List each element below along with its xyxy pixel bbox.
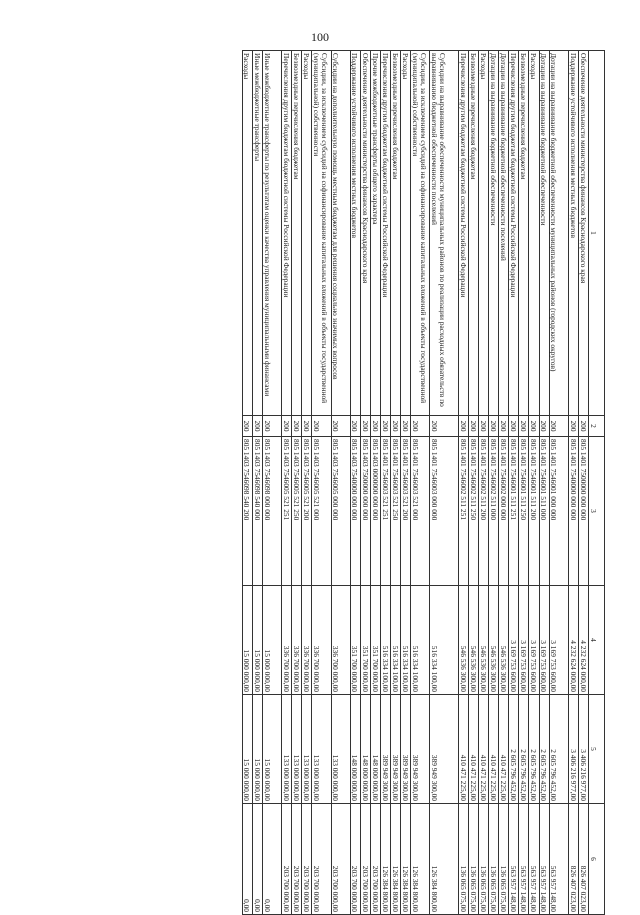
table-row: [252, 51, 262, 915]
row-code-cell: 805 1403 7540000 000 000: [350, 437, 360, 586]
row-name-cell: Перечисления другим бюджетам бюджетной системы Российской Федерации: [282, 51, 292, 416]
row-code-cell: 805 1401 7546003 521 200: [401, 437, 411, 586]
row-value4-cell: 3 169 753 600,00: [529, 586, 539, 695]
header-col-5: 5: [589, 695, 605, 804]
row-value5-cell: 133 000 000,00: [312, 695, 331, 804]
row-code-cell: 805 1401 7546001 511 200: [529, 437, 539, 586]
row-code-cell: 805 1401 7546003 521 250: [391, 437, 401, 586]
row-column2-cell: 200: [529, 416, 539, 437]
row-value5-cell: 3 406 216 977,00: [568, 695, 578, 804]
row-value4-cell: 516 334 100,00: [430, 586, 458, 695]
row-value6-cell: 563 957 148,00: [549, 804, 568, 915]
row-value4-cell: 4 232 624 000,00: [578, 586, 588, 695]
row-code-cell: 805 1401 7546003 521 251: [381, 437, 391, 586]
row-column2-cell: 200: [458, 416, 468, 437]
table-row: [282, 51, 292, 915]
row-name-cell: Иные межбюджетные трансферты по результатам оценки качества управления муниципальными финансами: [262, 51, 281, 416]
row-name-cell: Дотации на выравнивание бюджетной обеспеченности: [489, 51, 499, 416]
row-value5-cell: 133 000 000,00: [282, 695, 292, 804]
table-row: [242, 51, 252, 915]
row-value6-cell: 203 700 000,00: [350, 804, 360, 915]
row-value4-cell: 3 169 753 600,00: [519, 586, 529, 695]
row-value4-cell: 3 169 753 600,00: [509, 586, 519, 695]
row-value4-cell: 546 536 300,00: [489, 586, 499, 695]
row-value6-cell: 0,00: [252, 804, 262, 915]
row-column2-cell: 200: [499, 416, 509, 437]
table-row: [539, 51, 549, 915]
row-column2-cell: 200: [401, 416, 411, 437]
row-code-cell: 805 1403 7546005 521 250: [292, 437, 302, 586]
row-column2-cell: 200: [282, 416, 292, 437]
row-value6-cell: 826 407 023,00: [578, 804, 588, 915]
table-row: [549, 51, 568, 915]
row-name-cell: Безвозмездные перечисления бюджетам: [391, 51, 401, 416]
row-value6-cell: 126 384 800,00: [430, 804, 458, 915]
row-value5-cell: 389 949 300,00: [430, 695, 458, 804]
table-row: [489, 51, 499, 915]
row-name-cell: Безвозмездные перечисления бюджетам: [519, 51, 529, 416]
row-value5-cell: 2 605 796 452,00: [509, 695, 519, 804]
row-name-cell: Расходы: [401, 51, 411, 416]
table-row: [468, 51, 478, 915]
row-name-cell: Субсидии, за исключением субсидий на софинансирование капитальных вложений в объекты государственной (муниципальной) собственности: [312, 51, 331, 416]
row-value6-cell: 126 384 800,00: [401, 804, 411, 915]
row-name-cell: Дотации на выравнивание бюджетной обеспеченности поселений: [499, 51, 509, 416]
row-value5-cell: 3 406 216 977,00: [578, 695, 588, 804]
row-value5-cell: 2 605 796 452,00: [519, 695, 529, 804]
row-code-cell: 805 1401 7546002 511 250: [468, 437, 478, 586]
row-value4-cell: 516 334 100,00: [401, 586, 411, 695]
row-name-cell: Субсидии на выравнивание обеспеченности муниципальных районов по реализации расходных обязательств по выравниванию бюджетной обеспеченности поселений: [430, 51, 458, 416]
header-col-2: 2: [589, 416, 605, 437]
table-row: [499, 51, 509, 915]
row-value6-cell: 136 065 075,00: [489, 804, 499, 915]
row-code-cell: 805 1401 7546001 511 000: [539, 437, 549, 586]
row-name-cell: Прочие межбюджетные трансферты общего характера: [370, 51, 380, 416]
row-name-cell: Перечисления другим бюджетам бюджетной системы Российской Федерации: [381, 51, 391, 416]
table-row: [370, 51, 380, 915]
row-name-cell: Расходы: [242, 51, 252, 416]
row-name-cell: Расходы: [529, 51, 539, 416]
row-value5-cell: 15 000 000,00: [252, 695, 262, 804]
row-column2-cell: 200: [360, 416, 370, 437]
budget-table: [242, 50, 605, 915]
table-row: [578, 51, 588, 915]
table-row: [262, 51, 281, 915]
row-column2-cell: 200: [331, 416, 350, 437]
row-column2-cell: 200: [468, 416, 478, 437]
row-value6-cell: 0,00: [242, 804, 252, 915]
row-name-cell: Дотации на выравнивание бюджетной обеспеченности: [539, 51, 549, 416]
rotated-page-area: [80, 50, 605, 912]
row-value4-cell: 336 700 000,00: [292, 586, 302, 695]
row-name-cell: Обеспечение деятельности министерства финансов Краснодарского края: [578, 51, 588, 416]
row-value5-cell: 15 000 000,00: [242, 695, 252, 804]
row-value4-cell: 546 536 300,00: [458, 586, 468, 695]
row-value4-cell: 351 700 000,00: [370, 586, 380, 695]
table-container: [80, 50, 605, 912]
row-value4-cell: 546 536 300,00: [499, 586, 509, 695]
row-code-cell: 805 1403 7546098 540 200: [242, 437, 252, 586]
row-column2-cell: 200: [568, 416, 578, 437]
row-value6-cell: 126 384 800,00: [381, 804, 391, 915]
row-value4-cell: 516 334 100,00: [391, 586, 401, 695]
row-column2-cell: 200: [370, 416, 380, 437]
row-value6-cell: 203 700 000,00: [302, 804, 312, 915]
row-value4-cell: 15 000 000,00: [262, 586, 281, 695]
row-name-cell: Безвозмездные перечисления бюджетам: [292, 51, 302, 416]
table-row: [411, 51, 430, 915]
row-value4-cell: 15 000 000,00: [252, 586, 262, 695]
row-name-cell: Перечисления другим бюджетам бюджетной системы Российской Федерации: [458, 51, 468, 416]
row-column2-cell: 200: [519, 416, 529, 437]
header-col-6: 6: [589, 804, 605, 915]
row-column2-cell: 200: [489, 416, 499, 437]
table-row: [391, 51, 401, 915]
row-value6-cell: 203 700 000,00: [331, 804, 350, 915]
table-row: [350, 51, 360, 915]
row-column2-cell: 200: [242, 416, 252, 437]
row-column2-cell: 200: [381, 416, 391, 437]
page-number: 100: [311, 30, 329, 44]
row-name-cell: Расходы: [478, 51, 488, 416]
row-value4-cell: 3 169 753 600,00: [539, 586, 549, 695]
row-value4-cell: 336 700 000,00: [282, 586, 292, 695]
row-value5-cell: 148 000 000,00: [350, 695, 360, 804]
row-column2-cell: 200: [262, 416, 281, 437]
row-value4-cell: 336 700 000,00: [302, 586, 312, 695]
row-column2-cell: 200: [539, 416, 549, 437]
row-value4-cell: 546 536 300,00: [468, 586, 478, 695]
table-row: [519, 51, 529, 915]
row-name-cell: Субсидии, за исключением субсидий на софинансирование капитальных вложений в объекты государственной (муниципальной) собственности: [411, 51, 430, 416]
row-name-cell: Безвозмездные перечисления бюджетам: [468, 51, 478, 416]
row-value6-cell: 826 407 023,00: [568, 804, 578, 915]
row-value5-cell: 133 000 000,00: [292, 695, 302, 804]
row-value6-cell: 126 384 800,00: [391, 804, 401, 915]
row-value4-cell: 336 700 000,00: [331, 586, 350, 695]
table-row: [360, 51, 370, 915]
row-code-cell: 805 1401 7546003 000 000: [430, 437, 458, 586]
header-col-4: 4: [589, 586, 605, 695]
table-row: [331, 51, 350, 915]
row-value6-cell: 563 957 148,00: [519, 804, 529, 915]
row-code-cell: 805 1401 7546002 511 200: [478, 437, 488, 586]
row-column2-cell: 200: [292, 416, 302, 437]
row-code-cell: 805 1401 7546002 000 000: [499, 437, 509, 586]
row-value6-cell: 126 384 800,00: [411, 804, 430, 915]
row-value6-cell: 203 700 000,00: [282, 804, 292, 915]
row-column2-cell: 200: [252, 416, 262, 437]
table-row: [401, 51, 411, 915]
row-column2-cell: 200: [509, 416, 519, 437]
row-value5-cell: 133 000 000,00: [302, 695, 312, 804]
row-value5-cell: 2 605 796 452,00: [529, 695, 539, 804]
row-value4-cell: 516 334 100,00: [411, 586, 430, 695]
row-value5-cell: 410 471 225,00: [478, 695, 488, 804]
row-value5-cell: 148 000 000,00: [370, 695, 380, 804]
table-row: [529, 51, 539, 915]
row-name-cell: Перечисления другим бюджетам бюджетной системы Российской Федерации: [509, 51, 519, 416]
row-value4-cell: 546 536 300,00: [478, 586, 488, 695]
row-name-cell: Иные межбюджетные трансферты: [252, 51, 262, 416]
row-value4-cell: 4 232 624 000,00: [568, 586, 578, 695]
row-value4-cell: 15 000 000,00: [242, 586, 252, 695]
row-value6-cell: 136 065 075,00: [468, 804, 478, 915]
row-code-cell: 805 1403 7546005 521 251: [282, 437, 292, 586]
row-code-cell: 805 1401 7546001 000 000: [549, 437, 568, 586]
row-value5-cell: 410 471 225,00: [489, 695, 499, 804]
row-code-cell: 805 1401 7500000 000 000: [578, 437, 588, 586]
row-value5-cell: 2 605 796 452,00: [539, 695, 549, 804]
row-value6-cell: 203 700 000,00: [312, 804, 331, 915]
row-column2-cell: 200: [549, 416, 568, 437]
row-value5-cell: 133 000 000,00: [331, 695, 350, 804]
row-value5-cell: 148 000 000,00: [360, 695, 370, 804]
row-value4-cell: 3 169 753 600,00: [549, 586, 568, 695]
row-value6-cell: 563 957 148,00: [509, 804, 519, 915]
row-value4-cell: 336 700 000,00: [312, 586, 331, 695]
table-row: [430, 51, 458, 915]
row-value6-cell: 563 957 148,00: [539, 804, 549, 915]
row-name-cell: Дотации на выравнивание бюджетной обеспеченности муниципальных районов (городских округов): [549, 51, 568, 416]
header-row: [589, 51, 605, 915]
row-code-cell: 805 1401 7546002 511 000: [489, 437, 499, 586]
row-value6-cell: 203 700 000,00: [292, 804, 302, 915]
row-code-cell: 805 1403 7546005 000 000: [331, 437, 350, 586]
row-value5-cell: 389 949 300,00: [411, 695, 430, 804]
row-name-cell: Поддержание устойчивого исполнения местных бюджетов: [350, 51, 360, 416]
row-value6-cell: 563 957 148,00: [529, 804, 539, 915]
table-row: [312, 51, 331, 915]
row-name-cell: Поддержание устойчивого исполнения местных бюджетов: [568, 51, 578, 416]
row-code-cell: 805 1403 7546098 540 000: [252, 437, 262, 586]
row-column2-cell: 200: [578, 416, 588, 437]
row-value4-cell: 351 700 000,00: [360, 586, 370, 695]
row-column2-cell: 200: [350, 416, 360, 437]
row-value6-cell: 136 065 075,00: [499, 804, 509, 915]
row-column2-cell: 200: [411, 416, 430, 437]
row-code-cell: 805 1401 7540000 000 000: [568, 437, 578, 586]
row-name-cell: Расходы: [302, 51, 312, 416]
row-code-cell: 805 1403 7500000 000 000: [360, 437, 370, 586]
row-value6-cell: 136 065 075,00: [478, 804, 488, 915]
table-row: [509, 51, 519, 915]
table-body: [242, 51, 604, 915]
row-value5-cell: 410 471 225,00: [458, 695, 468, 804]
row-value5-cell: 410 471 225,00: [499, 695, 509, 804]
table-row: [458, 51, 468, 915]
row-column2-cell: 200: [391, 416, 401, 437]
table-row: [568, 51, 578, 915]
row-column2-cell: 200: [430, 416, 458, 437]
row-code-cell: 805 1401 7546001 511 250: [519, 437, 529, 586]
table-row: [302, 51, 312, 915]
row-value5-cell: 2 605 796 452,00: [549, 695, 568, 804]
row-value6-cell: 203 700 000,00: [360, 804, 370, 915]
table-row: [478, 51, 488, 915]
row-name-cell: Обеспечение деятельности министерства финансов Краснодарского края: [360, 51, 370, 416]
header-col-3: 3: [589, 437, 605, 586]
row-code-cell: 805 1401 7546002 511 251: [458, 437, 468, 586]
row-code-cell: 805 1403 0000000 000 000: [370, 437, 380, 586]
row-column2-cell: 200: [478, 416, 488, 437]
table-row: [292, 51, 302, 915]
row-name-cell: Субсидии на дополнительную помощь местным бюджетам для решения социально значимых вопросов: [331, 51, 350, 416]
row-value5-cell: 15 000 000,00: [262, 695, 281, 804]
row-value4-cell: 516 334 100,00: [381, 586, 391, 695]
header-col-1: 1: [589, 51, 605, 416]
row-code-cell: 805 1401 7546003 521 000: [411, 437, 430, 586]
row-value5-cell: 410 471 225,00: [468, 695, 478, 804]
row-value6-cell: 203 700 000,00: [370, 804, 380, 915]
row-value5-cell: 389 949 300,00: [401, 695, 411, 804]
row-value5-cell: 389 949 300,00: [391, 695, 401, 804]
row-value4-cell: 351 700 000,00: [350, 586, 360, 695]
row-value5-cell: 389 949 300,00: [381, 695, 391, 804]
row-column2-cell: 200: [312, 416, 331, 437]
row-column2-cell: 200: [302, 416, 312, 437]
row-code-cell: 805 1403 7546005 521 200: [302, 437, 312, 586]
row-value6-cell: 136 065 075,00: [458, 804, 468, 915]
row-code-cell: 805 1403 7546098 000 000: [262, 437, 281, 586]
row-value6-cell: 0,00: [262, 804, 281, 915]
table-row: [381, 51, 391, 915]
row-code-cell: 805 1401 7546001 511 251: [509, 437, 519, 586]
row-code-cell: 805 1403 7546005 521 000: [312, 437, 331, 586]
